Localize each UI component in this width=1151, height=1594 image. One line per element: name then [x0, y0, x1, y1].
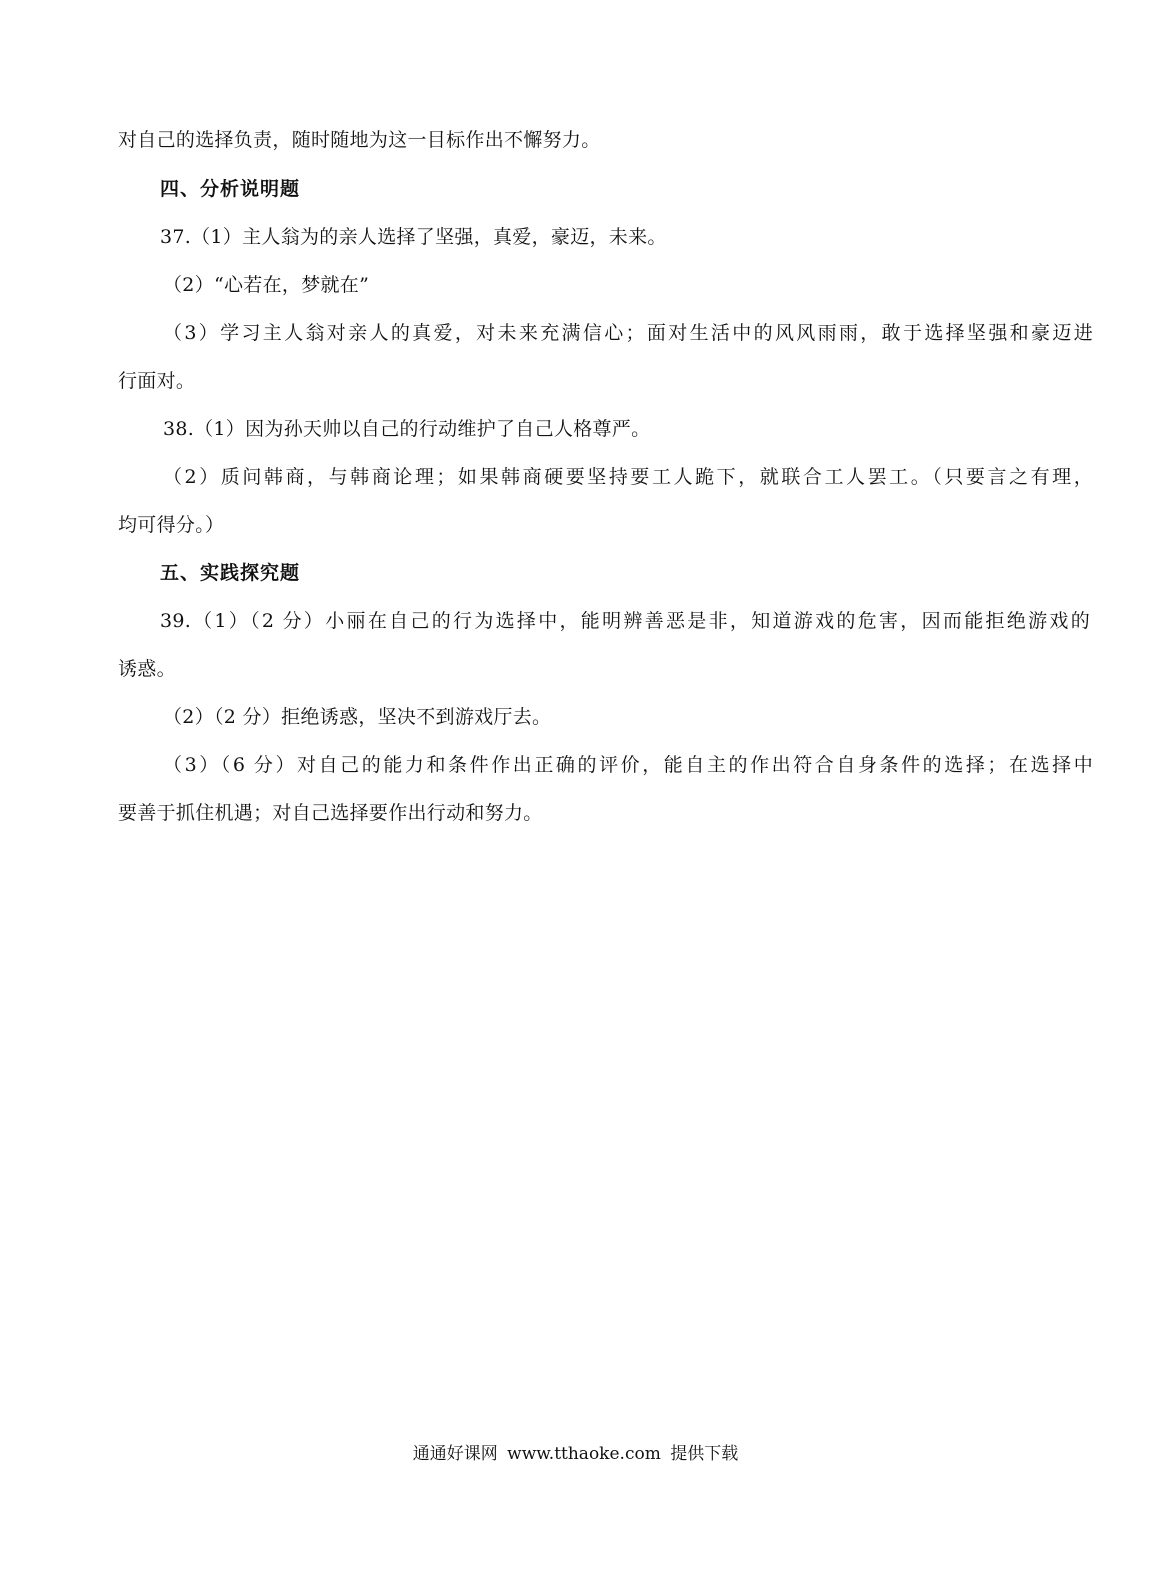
q37-part1: 37.（1）主人翁为的亲人选择了坚强，真爱，豪迈，未来。	[160, 226, 667, 248]
q37-part3-line2: 行面对。	[118, 370, 196, 392]
page-footer	[0, 1443, 1151, 1465]
q38-part1: 38.（1）因为孙天帅以自己的行动维护了自己人格尊严。	[163, 418, 651, 440]
footer-site-name: 通通好课网	[412, 1444, 498, 1464]
footer-url[interactable]: www.tthaoke.com	[507, 1444, 661, 1464]
q39-part2: （2）（2 分）拒绝诱惑，坚决不到游戏厅去。	[163, 706, 552, 728]
q38-part2-line1: （2）质问韩商，与韩商论理；如果韩商硬要坚持要工人跪下，就联合工人罢工。（只要言之有理，	[163, 466, 1093, 488]
q37-part3-line1: （3）学习主人翁对亲人的真爱，对未来充满信心；面对生活中的风风雨雨，敢于选择坚强和豪迈进	[163, 322, 1093, 344]
intro-line: 对自己的选择负责，随时随地为这一目标作出不懈努力。	[118, 129, 601, 151]
section-4-title: 四、分析说明题	[160, 178, 301, 200]
q37-part2: （2）“心若在，梦就在”	[163, 274, 370, 296]
q38-part2-line2: 均可得分。）	[118, 514, 225, 536]
q39-part3-line2: 要善于抓住机遇；对自己选择要作出行动和努力。	[118, 802, 543, 824]
q39-part3-line1: （3）（6 分）对自己的能力和条件作出正确的评价，能自主的作出符合自身条件的选择；在选择中	[163, 754, 1093, 776]
footer-suffix: 提供下载	[670, 1444, 739, 1464]
section-5-title: 五、实践探究题	[160, 562, 301, 584]
q39-part1-line2: 诱惑。	[118, 658, 176, 680]
q39-part1-line1: 39.（1）（2 分）小丽在自己的行为选择中，能明辨善恶是非，知道游戏的危害，因而能拒绝游戏的	[160, 610, 1090, 632]
